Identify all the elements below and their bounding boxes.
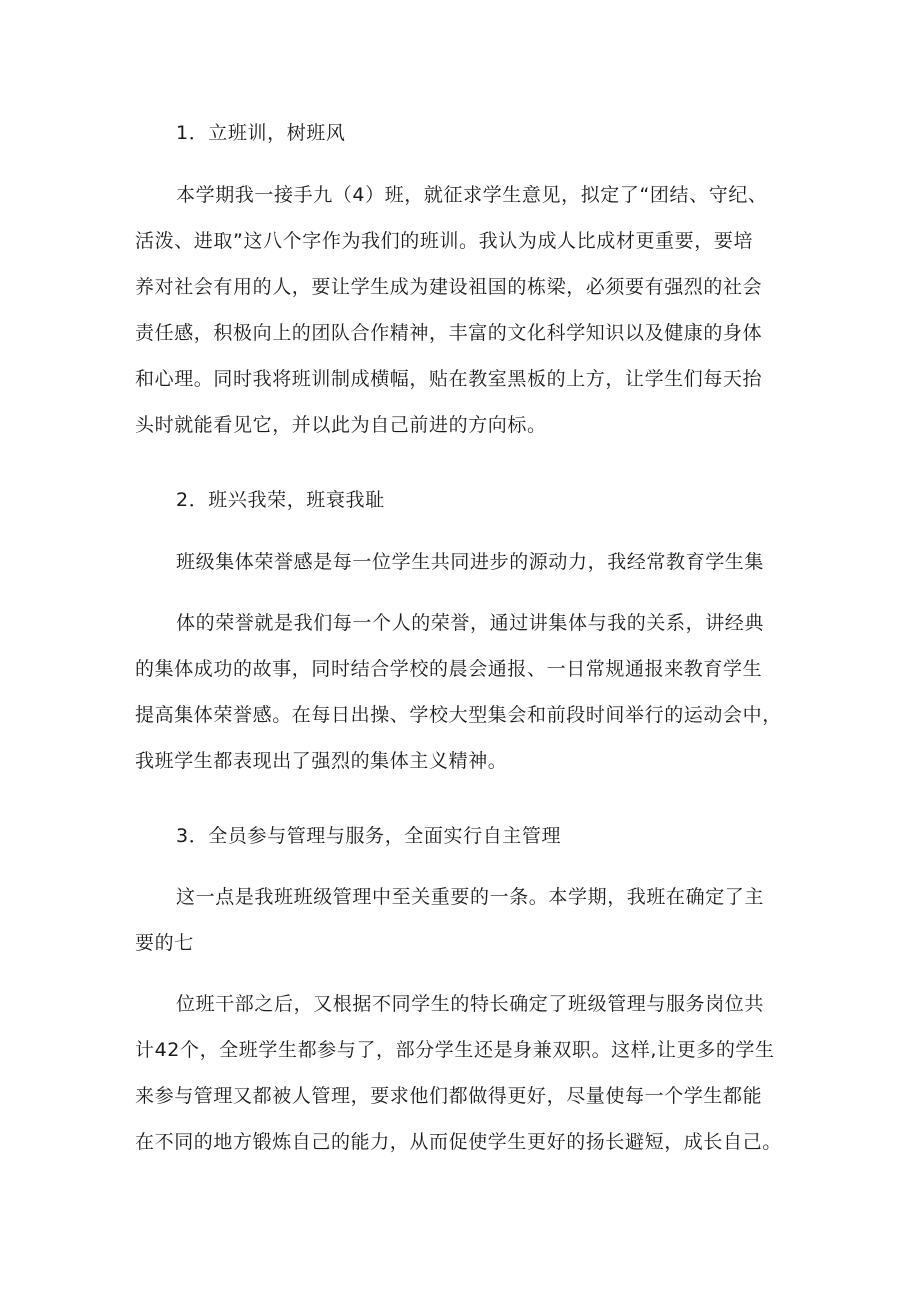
paragraph-line: 体的荣誉就是我们每一个人的荣誉，通过讲集体与我的关系，讲经典 (176, 612, 765, 634)
paragraph-line: 来参与管理又都被人管理，要求他们都做得更好，尽量使每一个学生都能 (135, 1085, 763, 1107)
paragraph-line: 班级集体荣誉感是每一位学生共同进步的源动力，我经常教育学生集 (176, 551, 765, 573)
paragraph-line: 和心理。同时我将班训制成横幅，贴在教室黑板的上方，让学生们每天抬 (135, 368, 763, 390)
paragraph-line: 我班学生都表现出了强烈的集体主义精神。 (135, 750, 508, 772)
paragraph-line: 提高集体荣誉感。在每日出操、学校大型集会和前段时间举行的运动会中， (135, 704, 782, 726)
paragraph-line: 养对社会有用的人，要让学生成为建设祖国的栋梁，必须要有强烈的社会 (135, 276, 763, 298)
paragraph-line: 责任感，积极向上的团队合作精神，丰富的文化科学知识以及健康的身体 (135, 322, 763, 344)
paragraph-line: 头时就能看见它，并以此为自己前进的方向标。 (135, 414, 547, 436)
paragraph-line: 这一点是我班班级管理中至关重要的一条。本学期，我班在确定了主 (176, 886, 765, 908)
paragraph-line: 要的七 (135, 932, 194, 954)
paragraph-line: 计42个，全班学生都参与了，部分学生还是身兼双职。这样,让更多的学生 (135, 1039, 775, 1061)
heading-3: 3．全员参与管理与服务，全面实行自主管理 (176, 825, 562, 847)
paragraph-line: 的集体成功的故事，同时结合学校的晨会通报、一日常规通报来教育学生 (135, 658, 763, 680)
paragraph-line: 位班干部之后，又根据不同学生的特长确定了班级管理与服务岗位共 (176, 993, 765, 1015)
paragraph-line: 本学期我一接手九（4）班，就征求学生意见，拟定了“团结、守纪、 (176, 184, 768, 206)
heading-2: 2．班兴我荣，班衰我耻 (176, 489, 385, 511)
paragraph-line: 在不同的地方锻炼自己的能力，从而促使学生更好的扬长避短，成长自己。 (135, 1131, 782, 1153)
paragraph-line: 活泼、进取”这八个字作为我们的班训。我认为成人比成材更重要，要培 (135, 230, 754, 252)
heading-1: 1．立班训，树班风 (176, 122, 346, 144)
